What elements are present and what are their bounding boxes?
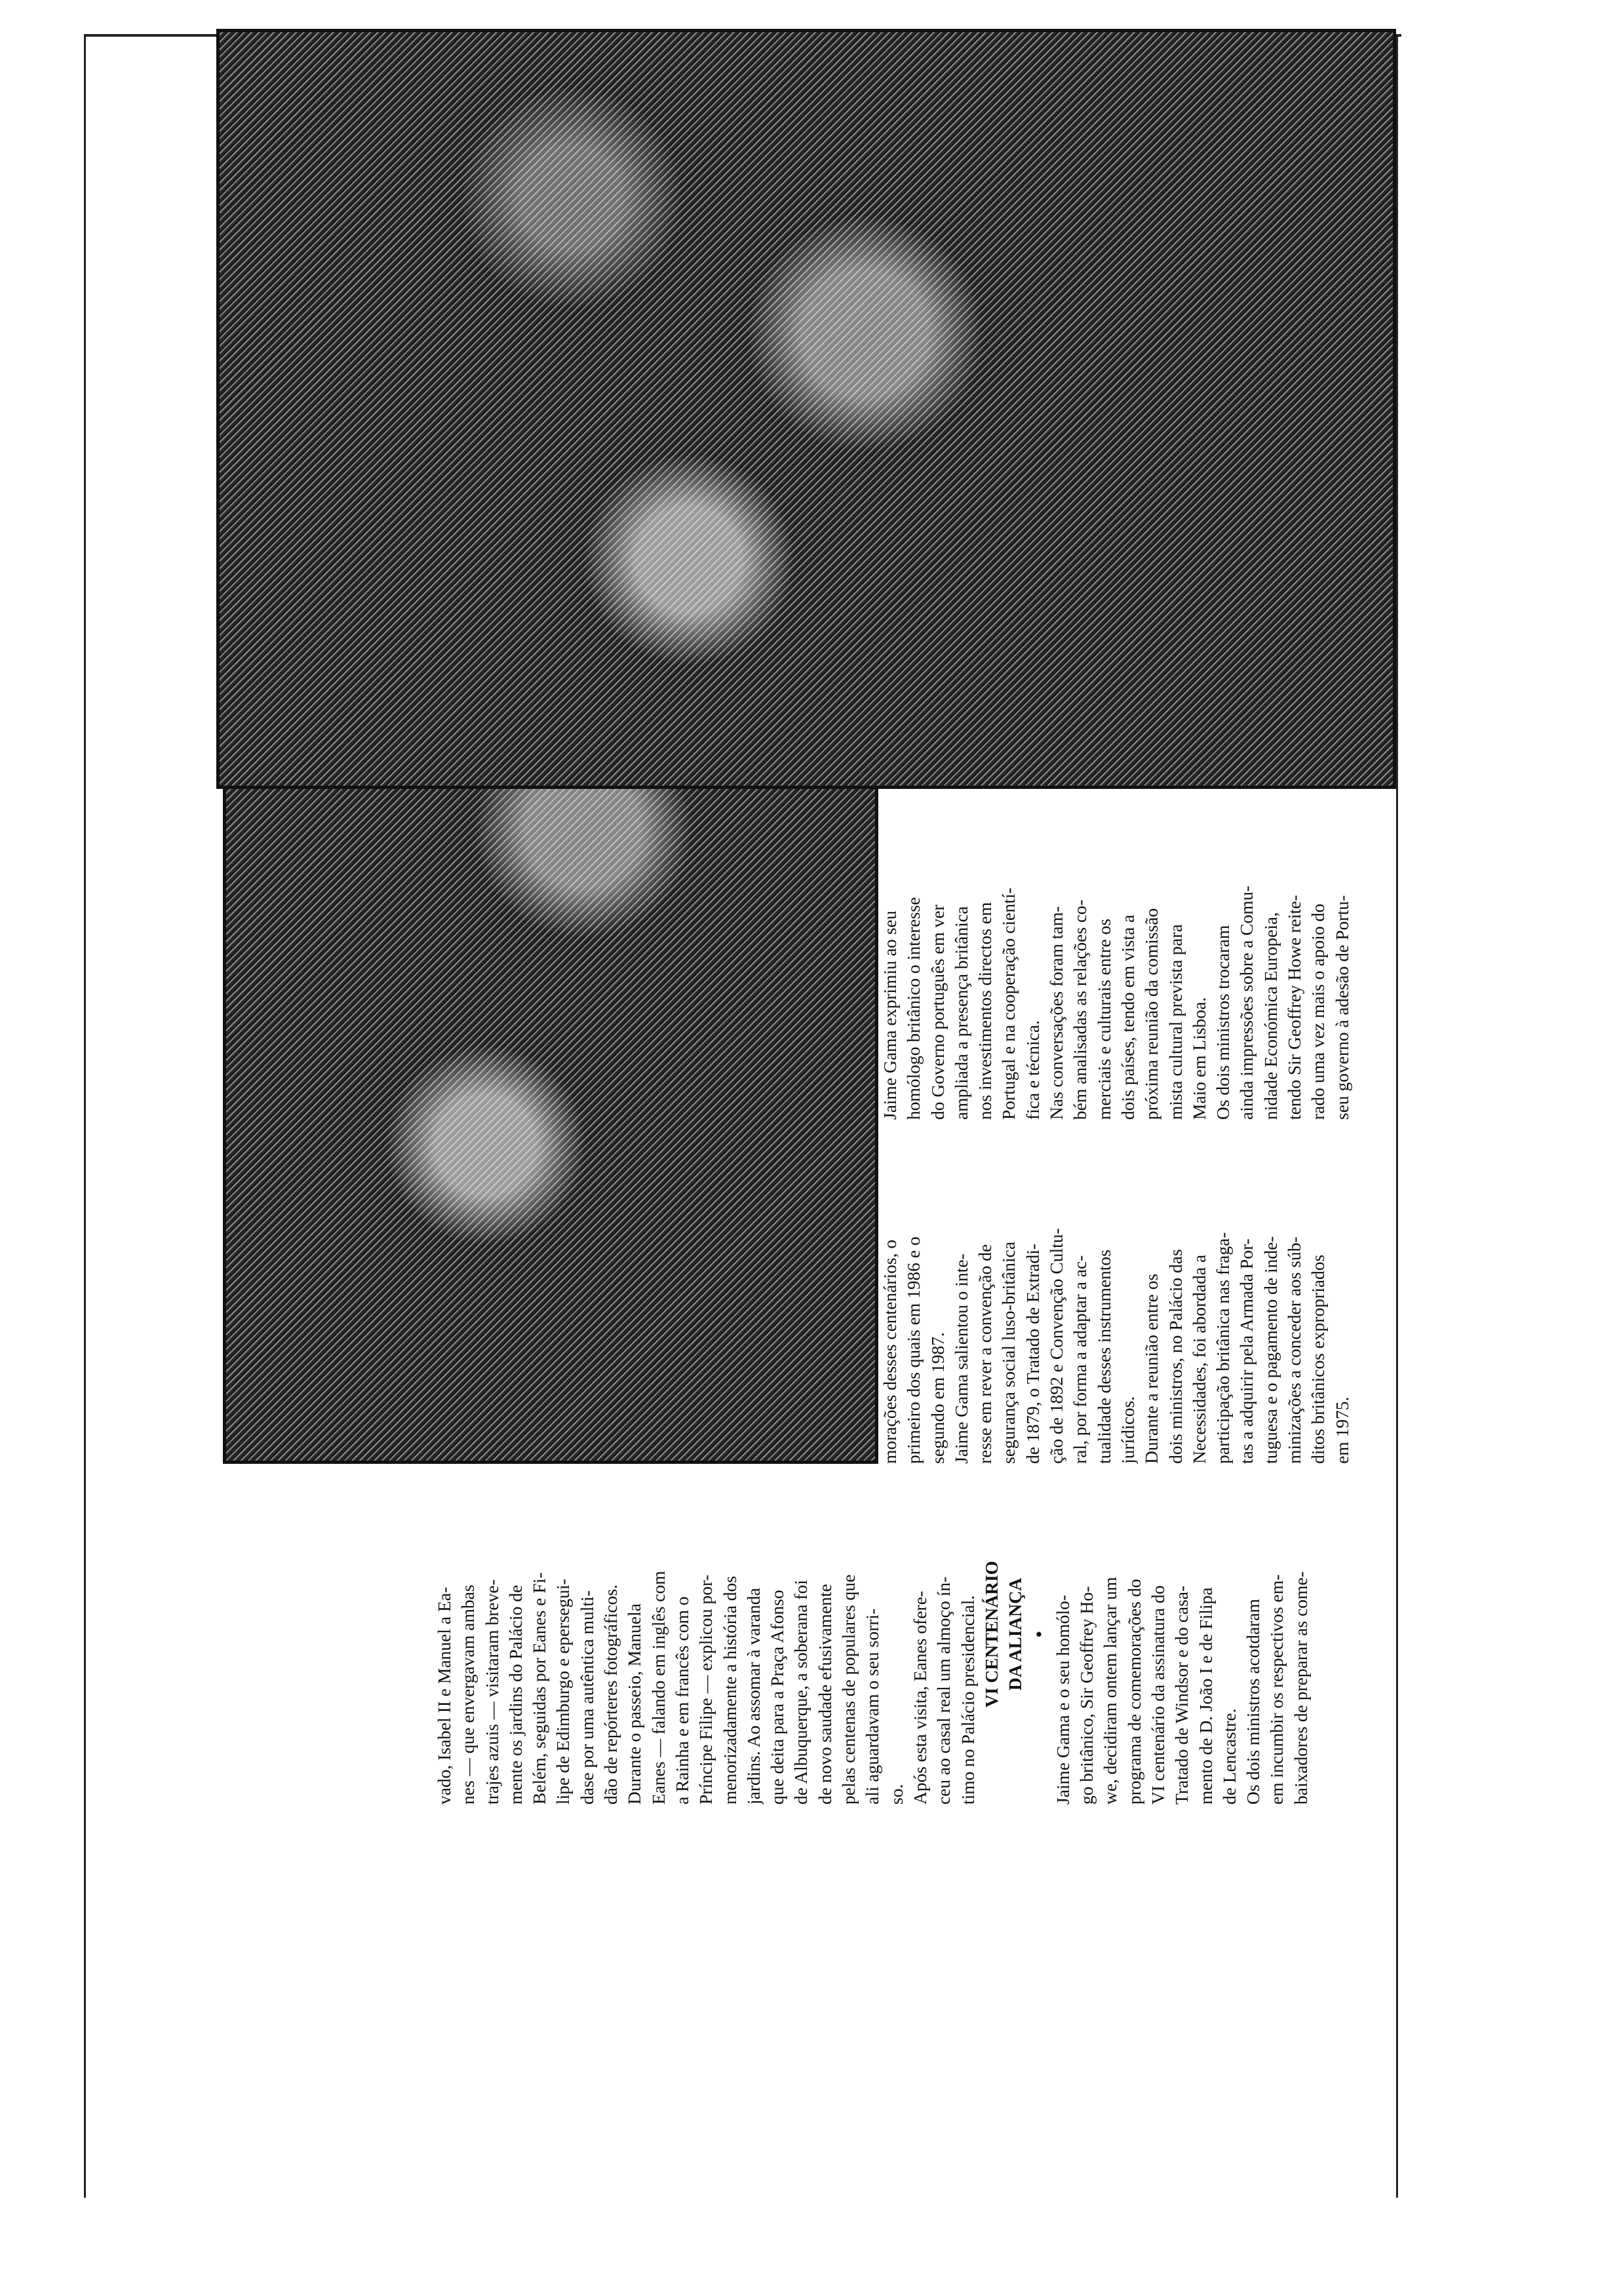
text-line: dois países, tendo em vista a <box>1117 914 1138 1120</box>
text-line: go britânico, Sir Geoffrey Ho- <box>1076 1586 1097 1805</box>
text-line: Necessidades, foi abordada a <box>1188 1254 1209 1464</box>
text-line: so. <box>885 1784 906 1805</box>
text-line: mista cultural prevista para <box>1165 924 1186 1120</box>
text-line: do Governo português em ver <box>927 904 948 1120</box>
article-column-2 <box>878 1136 1376 1464</box>
text-line: Jaime Gama salientou o inte- <box>950 1253 971 1464</box>
text-line: ali aguardavam o seu sorri- <box>862 1608 883 1805</box>
text-line: de 1879, o Tratado de Extradi- <box>1022 1243 1043 1464</box>
text-line: jardins. Ao assomar à varanda <box>743 1588 764 1805</box>
text-line: Os dois ministros acotdaram <box>1243 1599 1264 1805</box>
text-line: dão de repórteres fotográficos. <box>600 1584 621 1805</box>
text-line: Príncipe Filipe — explicou por- <box>695 1575 716 1805</box>
text-line: timo no Palácio presidencial. <box>957 1595 978 1805</box>
text-line: nos investimentos directos em <box>975 902 996 1120</box>
text-line: de Albuquerque, a soberana foi <box>790 1580 811 1805</box>
article-column-1 <box>433 1464 1344 1805</box>
text-line: we, decidiram ontem lançar um <box>1100 1577 1121 1805</box>
text-line: tendo Sir Geoffrey Howe reite- <box>1284 894 1305 1120</box>
text-line: minizações a conceder aos súb- <box>1284 1236 1305 1464</box>
text-line: ceu ao casal real um almoço ín- <box>933 1576 954 1805</box>
text-line: mento de D. João I e de Filipa <box>1195 1587 1216 1805</box>
subheading-line: VI CENTENÁRIO <box>981 1561 1002 1708</box>
text-line: pelas centenas de populares que <box>838 1574 859 1805</box>
frame-top-rule <box>84 35 86 2198</box>
text-line: Tratado de Windsor e do casa- <box>1171 1585 1192 1805</box>
text-line: seu governo à adesão de Portu- <box>1331 895 1352 1120</box>
queen-greeting-photo <box>216 29 1396 789</box>
text-line: programa de comemorações do <box>1123 1578 1144 1805</box>
text-line: nes — que envergavam ambas <box>457 1584 478 1805</box>
text-line: ditos britânicos expropriados <box>1308 1254 1329 1464</box>
text-line: jurídicos. <box>1117 1396 1138 1464</box>
text-line: VI centenário da assinatura do <box>1147 1585 1168 1805</box>
text-line: ral, por forma a adaptar a ac- <box>1070 1255 1091 1464</box>
text-line: ampliada a presença britânica <box>950 906 971 1120</box>
text-line: Durante o passeio, Manuela <box>624 1603 645 1805</box>
text-line: fica e técnica. <box>1022 1020 1043 1120</box>
text-line: lipe de Edimburgo e epersegui- <box>553 1578 574 1805</box>
text-line: resse em rever a convenção de <box>975 1244 996 1464</box>
text-line: Jaime Gama exprimiu ao seu <box>880 910 900 1120</box>
text-line: a Rainha e em francês com o <box>671 1596 692 1805</box>
text-line: trajes azuis — visitaram breve- <box>481 1579 502 1805</box>
text-line: Após esta visita, Eanes ofere- <box>909 1590 930 1805</box>
text-line: Jaime Gama e o seu homólo- <box>1052 1595 1073 1805</box>
text-line: bém analisadas as relações co- <box>1070 900 1091 1120</box>
text-line: Maio em Lisboa. <box>1188 997 1209 1120</box>
text-line: segurança social luso-britânica <box>998 1241 1019 1464</box>
text-line: homólogo britânico o interesse <box>903 897 924 1120</box>
text-line: de Lencastre. <box>1218 1708 1239 1805</box>
text-line: tuguesa e o pagamento de inde- <box>1260 1236 1281 1464</box>
text-line: Nas conversações foram tam- <box>1046 906 1067 1120</box>
article-column-3 <box>878 792 1376 1120</box>
text-line: participação britânica nas fraga- <box>1213 1232 1234 1464</box>
subheading-line: • <box>1028 1631 1049 1637</box>
text-line: tualidade desses instrumentos <box>1093 1250 1114 1464</box>
text-line: baixadores de preparar as come- <box>1290 1571 1311 1805</box>
text-line: merciais e culturais entre os <box>1093 919 1114 1120</box>
text-line: Durante a reunião entre os <box>1141 1273 1162 1464</box>
text-line: de novo saudade efusivamente <box>814 1584 835 1805</box>
text-line: dois ministros, no Palácio das <box>1165 1249 1186 1464</box>
text-line: morações desses centenários, o <box>880 1239 900 1464</box>
text-line: em incumbir os respectivos em- <box>1266 1574 1287 1805</box>
text-line: vado, Isabel II e Manuel a Ea- <box>434 1586 454 1805</box>
text-line: que deita para a Praça Afonso <box>767 1590 788 1805</box>
text-line: dase por uma autêntica multi- <box>576 1590 597 1805</box>
text-line: tas a adquirir pela Armada Por- <box>1236 1238 1257 1464</box>
text-line: Os dois ministros trocaram <box>1213 925 1234 1120</box>
text-line: em 1975. <box>1331 1396 1352 1464</box>
subheading-line: DA ALIANÇA <box>1005 1578 1026 1691</box>
text-line: nidade Económica Europeia, <box>1260 912 1281 1120</box>
text-line: ainda impressões sobre a Comu- <box>1236 885 1257 1120</box>
text-line: rado uma vez mais o apoio do <box>1308 904 1329 1120</box>
text-line: mente os jardins do Palácio de <box>505 1584 526 1805</box>
text-line: segundo em 1987. <box>927 1332 948 1464</box>
text-line: primeiro dos quais em 1986 e o <box>903 1236 924 1464</box>
text-line: ção de 1892 e Convenção Cultu- <box>1046 1228 1067 1464</box>
text-line: Portugal e na cooperação cientí- <box>998 887 1019 1120</box>
text-line: menorizadamente a história dos <box>719 1576 740 1805</box>
text-line: Belém, seguidas por Eanes e Fi- <box>529 1572 550 1805</box>
text-line: próxima reunião da comissão <box>1141 908 1162 1120</box>
text-line: Eanes — falando em inglês com <box>648 1571 669 1805</box>
frame-bottom-rule <box>1396 35 1398 2198</box>
